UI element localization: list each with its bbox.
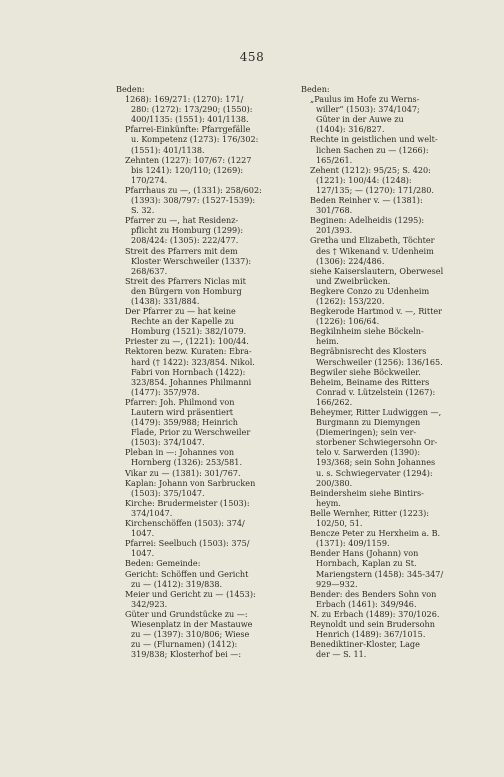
index-entry-line: und Zweibrücken. [316, 275, 391, 286]
index-entry [116, 84, 296, 94]
index-entry-line: Beindersheim siehe Bintirs- [310, 487, 424, 498]
index-entry [301, 235, 473, 265]
index-entry-line: Flade, Prior zu Werschweiler [131, 427, 251, 438]
index-entry [116, 397, 296, 447]
index-entry [116, 94, 296, 124]
index-entry-line: Burgmann zu Diemyngen [316, 417, 421, 428]
index-entry-line: (1306): 224/486. [316, 255, 385, 266]
index-entry-line: Rechte in geistlichen und welt- [310, 134, 438, 145]
index-entry [301, 609, 473, 619]
index-entry-line: Priester zu —, (1221): 100/44. [125, 336, 249, 347]
index-entry [301, 589, 473, 609]
index-entry [116, 185, 296, 215]
index-entry-line: Benediktiner-Kloster, Lage [310, 639, 420, 650]
index-entry-line: Meier und Gericht zu — (1453): [125, 588, 256, 599]
index-entry-line: 280: (1272): 173/290; (1550): [131, 104, 253, 115]
index-entry [301, 165, 473, 195]
index-column-left [116, 84, 296, 659]
page-number: 458 [239, 50, 265, 64]
index-entry-line: (1262): 153/220. [316, 295, 385, 306]
index-entry-line: 208/424: (1305): 222/477. [131, 235, 239, 246]
index-entry-line: (Diemeringen); sein ver- [316, 427, 417, 438]
index-entry-line: (1479): 359/988; Heinrich [131, 417, 238, 428]
index-entry-line: Pfarrei: Seelbuch (1503): 375/ [125, 538, 250, 549]
index-entry [116, 589, 296, 609]
index-entry-line: Beden: [116, 84, 145, 94]
index-entry-line: 319/838; Klosterhof bei —: [131, 649, 242, 660]
index-entry-line: Kirche: Brudermeister (1503): [125, 497, 250, 508]
index-entry-line: S. 32. [131, 205, 155, 216]
index-entry [116, 498, 296, 518]
index-entry [301, 377, 473, 407]
index-entry-line: den Bürgern von Homburg [131, 285, 242, 296]
index-entry-line: Pleban in —: Johannes von [125, 447, 235, 458]
index-entry-line: Vikar zu — (1381): 301/767. [125, 467, 241, 478]
index-entry-line: des † Wikenand v. Udenheim [316, 245, 434, 256]
index-entry-line: (1404): 316/827. [316, 124, 385, 135]
index-entry [116, 538, 296, 558]
index-entry-line: Mariengstern (1458): 345-347/ [316, 568, 444, 579]
index-entry-line: Wiesenplatz in der Mastauwe [131, 618, 253, 629]
index-entry-line: Pfarrei-Einkünfte: Pfarrgefälle [125, 124, 251, 135]
index-entry [301, 266, 473, 286]
index-entry [116, 336, 296, 346]
index-entry-line: storbener Schwiegersohn Or- [316, 437, 438, 448]
index-entry-line: 166/262. [316, 396, 353, 407]
index-entry-line: Conrad v. Lützelstein (1267): [316, 386, 436, 397]
index-entry [301, 407, 473, 488]
index-entry-line: N. zu Erbach (1489): 370/1026. [310, 608, 440, 619]
index-entry [301, 286, 473, 306]
index-entry-line: (1503): 374/1047. [131, 437, 205, 448]
index-entry-line: Rechte an der Kapelle zu [131, 316, 235, 327]
index-entry-line: 323/854. Johannes Philmanni [131, 376, 252, 387]
index-entry [301, 619, 473, 639]
index-entry-line: 400/1135: (1551): 401/1138. [131, 114, 249, 125]
index-entry-line: hard († 1422): 323/854. Nikol. [131, 356, 255, 367]
index-entry-line: 200/380. [316, 477, 353, 488]
index-entry-line: u. Kompetenz (1273): 176/302: [131, 134, 259, 145]
index-entry-line: Homburg (1521): 382/1079. [131, 326, 247, 337]
index-entry-line: Pfarrer zu —, hat Residenz- [125, 215, 239, 226]
index-entry-line: (1438): 331/884. [131, 295, 200, 306]
index-entry [116, 276, 296, 306]
index-entry-line: 1047. [131, 528, 155, 539]
index-entry-line: Pfarrhaus zu —, (1331): 258/602: [125, 184, 262, 195]
index-entry-line: Güter und Grundstücke zu —: [125, 608, 248, 619]
index-entry-line: Begräbnisrecht des Klosters [310, 346, 427, 357]
index-entry-line: heim. [316, 336, 339, 347]
index-entry [116, 478, 296, 498]
index-entry-line: (1221): 100/44: (1248): [316, 174, 412, 185]
index-entry-line: 170/274. [131, 174, 168, 185]
index-entry [116, 569, 296, 589]
index-entry [301, 195, 473, 215]
index-entry [301, 488, 473, 508]
index-entry-line: 127/135; — (1270): 171/280. [316, 184, 434, 195]
index-entry [301, 528, 473, 548]
index-entry [116, 518, 296, 538]
index-entry-line: willer“ (1503): 374/1047; [316, 104, 420, 115]
index-entry-line: Fabri von Hornbach (1422): [131, 366, 246, 377]
index-entry [301, 346, 473, 366]
index-entry [301, 508, 473, 528]
index-entry [116, 609, 296, 659]
index-column-right [301, 84, 473, 659]
index-entry-line: bis 1241): 120/110; (1269): [131, 164, 244, 175]
index-entry-line: Streit des Pfarrers mit dem [125, 245, 238, 256]
index-entry [116, 346, 296, 396]
index-entry-line: Begkilnheim siehe Böckeln- [310, 326, 424, 337]
index-entry [116, 468, 296, 478]
index-entry-line: Hornbach, Kaplan zu St. [316, 558, 417, 569]
index-entry-line: Rektoren bezw. Kuraten: Ebra- [125, 346, 252, 357]
index-entry-line: Beginen: Adelheidis (1295): [310, 215, 425, 226]
index-entry-line: Werschweiler (1256): 136/165. [316, 356, 443, 367]
index-entry-line: lichen Sachen zu — (1266): [316, 144, 429, 155]
index-entry-line: 301/768. [316, 205, 353, 216]
index-entry-line: Beden Reinher v. — (1381): [310, 195, 423, 206]
index-entry-line: Der Pfarrer zu — hat keine [125, 306, 236, 317]
index-entry-line: Begkere Conzo zu Udenheim [310, 285, 430, 296]
index-entry-line: Kloster Werschweiler (1337): [131, 255, 252, 266]
index-entry-line: 374/1047. [131, 507, 173, 518]
index-entry [116, 215, 296, 245]
index-entry-line: zu — (1412): 319/838. [131, 578, 223, 589]
index-entry-line: 193/368; sein Sohn Johannes [316, 457, 436, 468]
index-entry-line: Lautern wird präsentiert [131, 407, 234, 417]
index-entry [116, 246, 296, 276]
index-entry-line: Henrich (1489): 367/1015. [316, 629, 426, 640]
index-entry-line: (1503): 375/1047. [131, 487, 205, 498]
index-entry-line: 1047. [131, 548, 155, 559]
index-entry [116, 124, 296, 154]
index-entry [116, 155, 296, 185]
index-entry-line: Begwiler siehe Böckweiler. [310, 366, 421, 377]
index-entry-line: der — S. 11. [316, 649, 367, 660]
index-entry-line: Zehent (1212): 95/25; S. 420: [310, 164, 431, 175]
index-entry-line: pflicht zu Homburg (1299): [131, 225, 244, 236]
index-entry-line: 342/923. [131, 598, 168, 609]
index-entry [301, 134, 473, 164]
index-entry-line: 929—932. [316, 578, 358, 589]
index-entry-line: 165/261. [316, 154, 353, 165]
index-entry-line: (1477): 357/978. [131, 386, 200, 397]
index-entry-line: Beden: [301, 84, 330, 94]
index-entry-line: Kaplan: Johann von Sarbrucken [125, 477, 256, 488]
index-entry-line: (1371): 409/1159. [316, 538, 390, 549]
index-entry [301, 84, 473, 94]
index-entry-line: Begkerode Hartmod v. —, Ritter [310, 306, 443, 317]
index-entry-line: „Paulus im Hofe zu Werns- [310, 94, 420, 105]
index-entry [116, 306, 296, 336]
index-entry-line: Gretha und Elizabeth, Töchter [310, 235, 435, 246]
index-entry [301, 306, 473, 326]
index-entry-line: Zehnten (1227): 107/67: (1227 [125, 154, 252, 165]
index-entry-line: (1226): 106/64. [316, 316, 380, 327]
index-entry-line: Bender: des Benders Sohn von [310, 588, 437, 599]
index-entry-line: Kirchenschöffen (1503): 374/ [125, 518, 245, 529]
index-entry-line: Erbach (1461): 349/946. [316, 598, 417, 609]
index-entry [301, 367, 473, 377]
index-entry-line: Belle Wernher, Ritter (1223): [310, 507, 429, 518]
index-entry-line: Bencze Peter zu Herxheim a. B. [310, 528, 441, 539]
index-entry-line: Beheim, Beiname des Ritters [310, 376, 430, 387]
index-entry [116, 447, 296, 467]
index-entry [301, 94, 473, 134]
index-entry-line: telo v. Sarwerden (1390): [316, 447, 421, 458]
index-entry-line: u. s. Schwiegervater (1294): [316, 467, 433, 478]
index-entry-line: Hornberg (1326): 253/581. [131, 457, 243, 468]
index-entry-line: heym. [316, 497, 341, 508]
index-entry-line: Beden: Gemeinde: [125, 558, 201, 569]
index-entry-line: zu — (1397): 310/806; Wiese [131, 629, 250, 640]
index-entry-line: Pfarrer: Joh. Philmond von [125, 396, 235, 407]
index-entry-line: Reynoldt und sein Brudersohn [310, 618, 435, 629]
index-entry-line: (1551): 401/1138. [131, 144, 205, 155]
index-entry-line: Güter in der Auwe zu [316, 114, 404, 125]
index-entry-line: 1268): 169/271: (1270): 171/ [125, 94, 244, 105]
index-entry-line: 102/50, 51. [316, 518, 363, 529]
index-entry [301, 326, 473, 346]
index-entry-line: 268/637. [131, 265, 168, 276]
index-entry-line: (1393): 308/797: (1527-1539): [131, 195, 256, 206]
index-entry-line: Beheymer, Ritter Ludwiggen —, [310, 407, 442, 417]
index-entry [301, 215, 473, 235]
index-entry-line: 201/393. [316, 225, 353, 236]
index-entry-line: Gericht: Schöffen und Gericht [125, 568, 249, 579]
index-entry-line: zu — (Flurnamen) (1412): [131, 639, 238, 650]
index-entry [301, 548, 473, 588]
index-entry [301, 639, 473, 659]
index-entry [116, 558, 296, 568]
index-entry-line: siehe Kaiserslautern, Oberwesel [310, 265, 444, 276]
index-entry-line: Bender Hans (Johann) von [310, 548, 419, 559]
index-entry-line: Streit des Pfarrers Niclas mit [125, 275, 246, 286]
